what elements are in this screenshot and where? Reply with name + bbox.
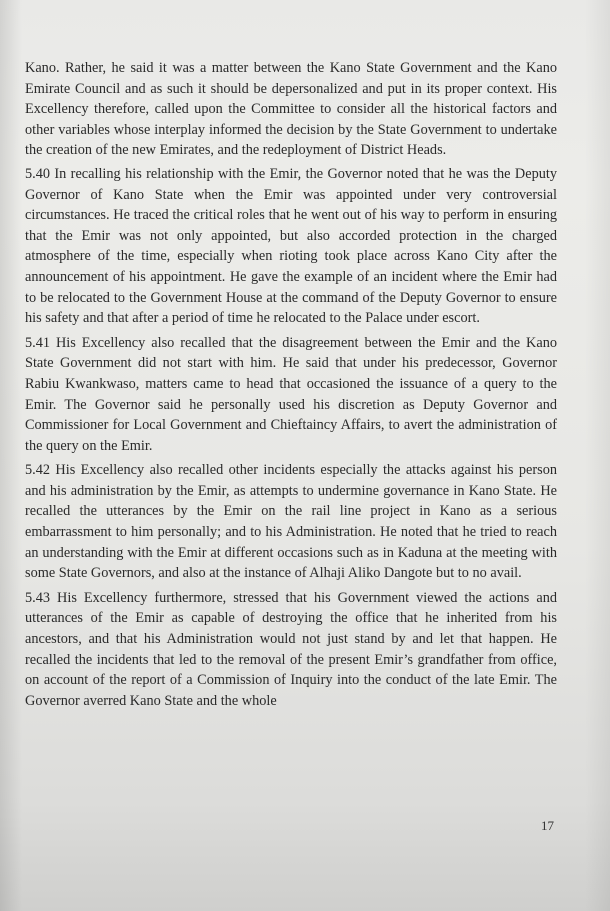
paragraph-5-42: 5.42 His Excellency also recalled other incidents especially the attacks against his person and his administration by the Emir, as attempts to undermine governance in Kano State. He recalled the utterances by the Emir on the rail line project in Kano as a serious embarrassment to him personally; and to his Administration. He noted that he tried to reach an understanding with the Emir at different occasions such as in Kaduna at the meeting with some State Governors, and also at the instance of Alhaji Aliko Dangote but to no avail. (25, 462, 557, 582)
paragraph-5-40: 5.40 In recalling his relationship with the Emir, the Governor noted that he was the Deputy Governor of Kano State when the Emir was appointed under very controversial circumstances. He traced the critical roles that he went out of his way to perform in ensuring that the Emir was not only appointed, but also accorded protection in the charged atmosphere of the time, especially when rioting took place across Kano City after the announcement of his appointment. He gave the example of an incident where the Emir had to be relocated to the Government House at the command of the Deputy Governor to ensure his safety and that after a period of time he relocated to the Palace under escort. (25, 165, 557, 327)
paragraph-5-41: 5.41 His Excellency also recalled that the disagreement between the Emir and the Kano State Government did not start with him. He said that under his predecessor, Governor Rabiu Kwankwaso, matters came to head that occasioned the issuance of a query to the Emir. The Governor said he personally used his discretion as Deputy Governor and Commissioner for Local Government and Chieftaincy Affairs, to avert the administration of the query on the Emir. (25, 334, 557, 454)
page-number: 17 (541, 818, 554, 833)
paragraph-5-43: 5.43 His Excellency furthermore, stressed that his Government viewed the actions and utterances of the Emir as capable of destroying the office that he inherited from his ancestors, and that his Administration would not just stand by and let that happen. He recalled the incidents that led to the removal of the present Emir’s grandfather from office, on account of the report of a Commission of Inquiry into the conduct of the late Emir. The Governor averred Kano State and the whole (25, 589, 557, 709)
body-text (25, 58, 557, 715)
paragraph-continuation: Kano. Rather, he said it was a matter between the Kano State Government and the Kano Emirate Council and as such it should be depersonalized and put in its proper context. His Excellency therefore, called upon the Committee to consider all the historical factors and other variables whose interplay informed the decision by the State Government to undertake the creation of the new Emirates, and the redeployment of District Heads. (25, 60, 557, 159)
